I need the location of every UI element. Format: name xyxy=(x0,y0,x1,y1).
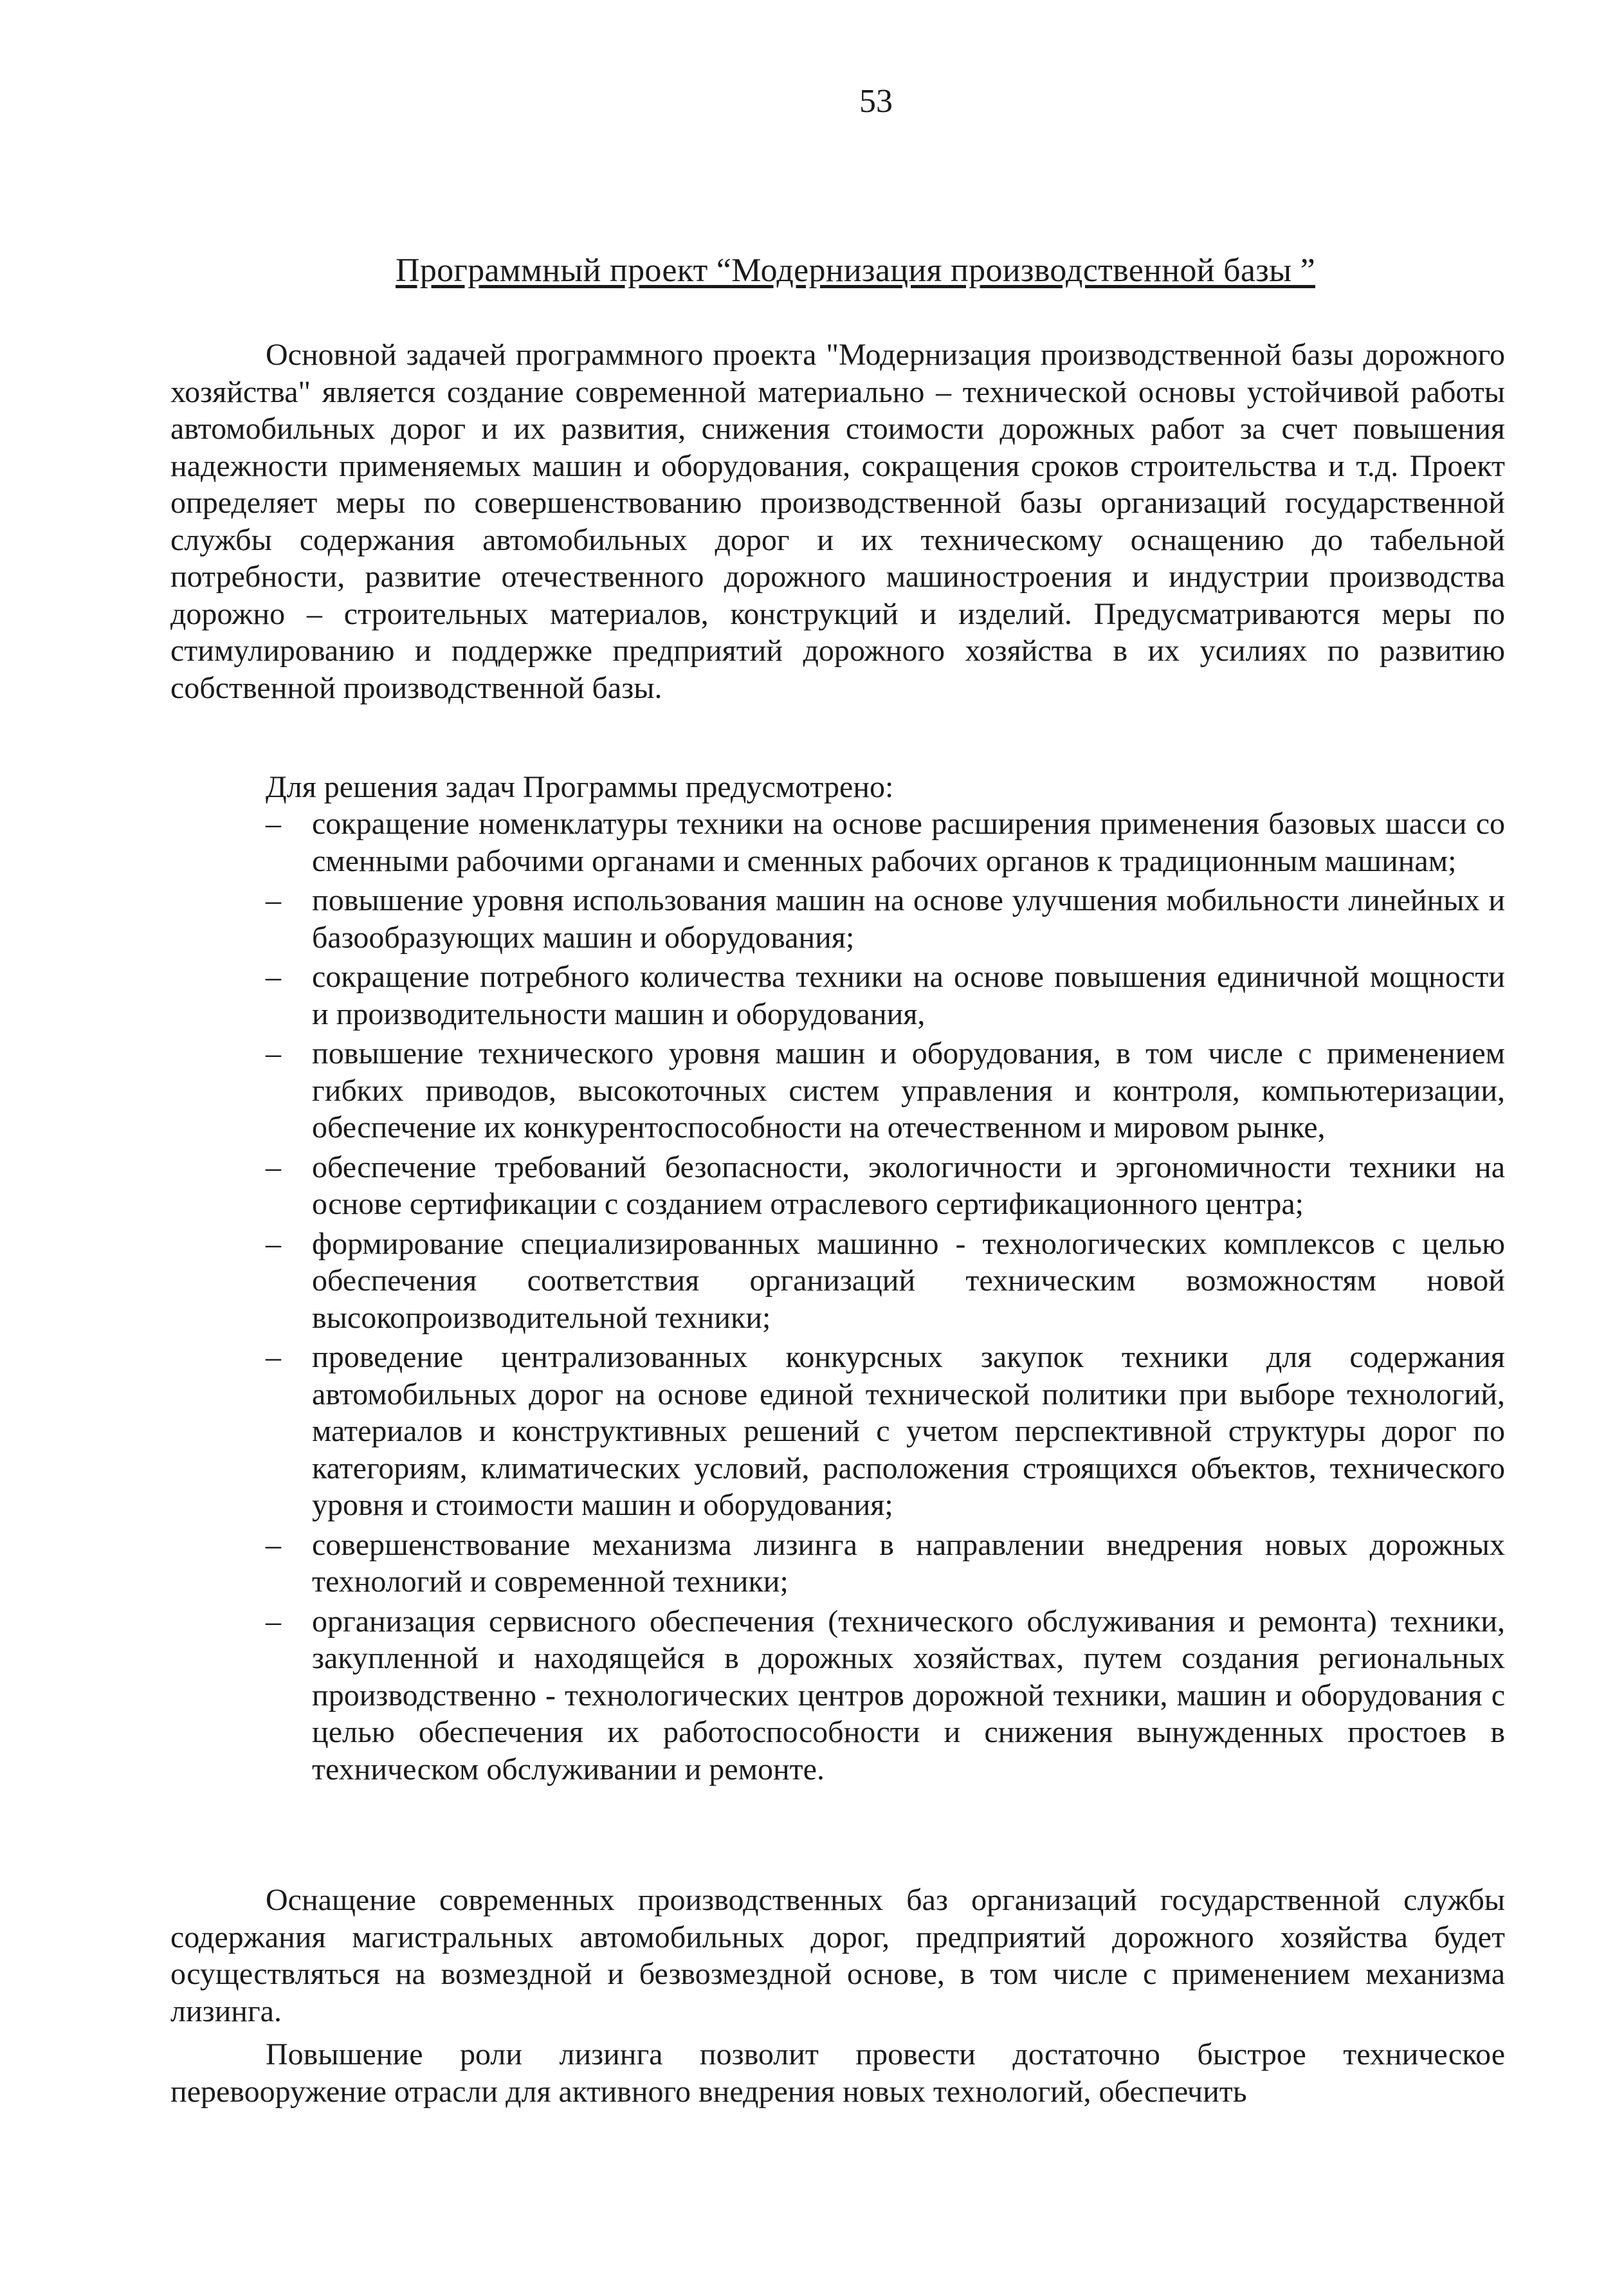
list-item xyxy=(170,1339,1505,1524)
list-item-text: сокращение потребного количества техники на основе повышения единичной мощности и производительности машин и оборудования, xyxy=(312,960,1505,1031)
dash-marker: – xyxy=(266,1226,281,1261)
measures-list xyxy=(170,805,1505,1790)
list-item xyxy=(170,805,1505,879)
list-item-text: сокращение номенклатуры техники на основе расширения применения базовых шасси со сменными рабочими органами и сменных рабочих органов к традиционным машинам; xyxy=(312,807,1505,878)
list-item-text: повышение технического уровня машин и оборудования, в том числе с применением гибких приводов, высокоточных систем управления и контроля, компьютеризации, обеспечение их конкурентоспособности на отечественном и мировом рынке, xyxy=(312,1036,1505,1144)
dash-marker: – xyxy=(266,1527,281,1562)
dash-marker: – xyxy=(266,1036,281,1070)
equipment-paragraph: Оснащение современных производственных баз организаций государственной службы содержания магистральных автомобильных дорог, предприятий дорожного хозяйства будет осуществляться на возмездной и безвозмездной основе, в том числе с применением механизма лизинга. xyxy=(170,1883,1505,2028)
dash-marker: – xyxy=(266,1150,281,1184)
list-item xyxy=(170,1527,1505,1601)
list-item xyxy=(170,882,1505,956)
section-title: Программный проект “Модернизация производственной базы ” xyxy=(396,252,1315,289)
dash-marker: – xyxy=(266,1604,281,1638)
list-item-text: обеспечение требований безопасности, экологичности и эргономичности техники на основе сертификации с созданием отраслевого сертификационного центра; xyxy=(312,1150,1505,1221)
list-item-text: организация сервисного обеспечения (технического обслуживания и ремонта) техники, закупленной и находящейся в дорожных хозяйствах, путем создания региональных производственно - технологических центров дорожной техники, машин и оборудования с целью обеспечения их работоспособности и снижения вынужденных простоев в техническом обслуживании и ремонте. xyxy=(312,1604,1505,1786)
intro-paragraph: Основной задачей программного проекта "Модернизация производственной базы дорожного хозяйства" является создание современной материально – технической основы устойчивой работы автомобильных дорог и их развития, снижения стоимости дорожных работ за счет повышения надежности применяемых машин и оборудования, сокращения сроков строительства и т.д. Проект определяет меры по совершенствованию производственной базы организаций государственной службы содержания автомобильных дорог и их техническому оснащению до табельной потребности, развитие отечественного дорожного машиностроения и индустрии производства дорожно – строительных материалов, конструкций и изделий. Предусматриваются меры по стимулированию и поддержке предприятий дорожного хозяйства в их усилиях по развитию собственной производственной базы. xyxy=(170,338,1505,705)
dash-marker: – xyxy=(266,807,281,841)
list-item xyxy=(170,959,1505,1032)
list-item xyxy=(170,1035,1505,1146)
list-item-text: проведение централизованных конкурсных закупок техники для содержания автомобильных дорог на основе единой технической политики при выборе технологий, материалов и конструктивных решений с учетом перспективной структуры дорог по категориям, климатических условий, расположения строящихся объектов, технического уровня и стоимости машин и оборудования; xyxy=(312,1340,1505,1522)
page-number: 53 xyxy=(859,83,893,120)
dash-marker: – xyxy=(266,883,281,917)
dash-marker: – xyxy=(266,1340,281,1374)
leasing-paragraph: Повышение роли лизинга позволит провести достаточно быстрое техническое перевооружение отрасли для активного внедрения новых технологий, обеспечить xyxy=(170,2037,1505,2109)
list-item-text: формирование специализированных машинно - технологических комплексов с целью обеспечения соответствия организаций техническим возможностям новой высокопроизводительной техники; xyxy=(312,1226,1505,1335)
list-item-text: совершенствование механизма лизинга в направлении внедрения новых дорожных технологий и современной техники; xyxy=(312,1527,1505,1599)
list-item-text: повышение уровня использования машин на основе улучшения мобильности линейных и базообразующих машин и оборудования; xyxy=(312,883,1505,955)
list-item xyxy=(170,1225,1505,1337)
list-item xyxy=(170,1149,1505,1223)
list-item xyxy=(170,1603,1505,1788)
dash-marker: – xyxy=(266,960,281,994)
list-intro: Для решения задач Программы предусмотрено: xyxy=(266,770,894,804)
